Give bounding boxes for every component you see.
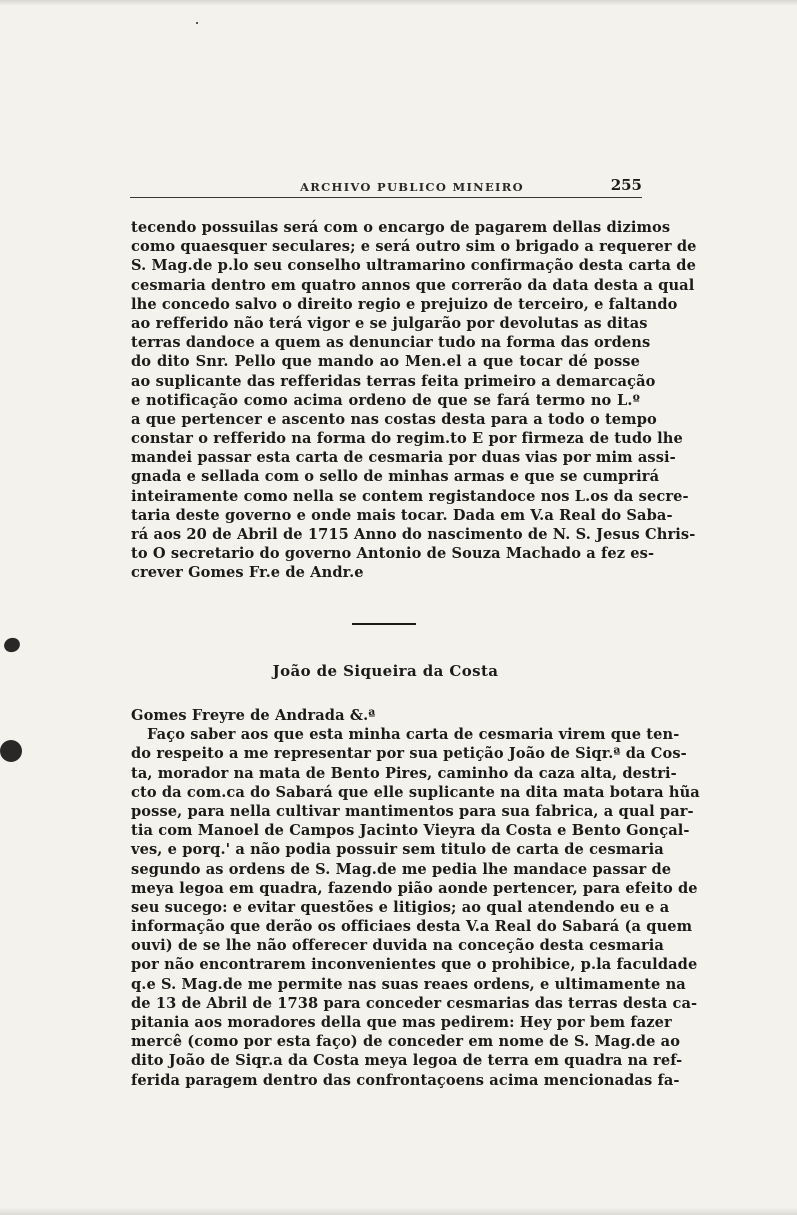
text-line: to O secretario do governo Antonio de Souza Machado a fez es- bbox=[131, 545, 655, 563]
text-line: lhe concedo salvo o direito regio e prejuizo de terceiro, e faltando bbox=[131, 295, 678, 313]
section-title: João de Siqueira da Costa bbox=[272, 662, 499, 680]
text-line: de 13 de Abril de 1738 para conceder cesmarias das terras desta ca- bbox=[131, 994, 698, 1012]
text-line: ao refferido não terá vigor e se julgarão por devolutas as ditas bbox=[131, 314, 648, 332]
text-line: ouvi) de se lhe não offerecer duvida na conceção desta cesmaria bbox=[131, 937, 664, 955]
text-line: tecendo possuilas será com o encargo de pagarem dellas dizimos bbox=[131, 219, 671, 236]
text-line: pitania aos moradores della que mas pedirem: Hey por bem fazer bbox=[131, 1014, 672, 1031]
page-header bbox=[130, 176, 642, 198]
text-line: informação que derão os officiaes desta V.a Real do Sabará (a quem bbox=[131, 918, 693, 936]
text-line: ta, morador na mata de Bento Pires, caminho da caza alta, destri- bbox=[131, 764, 677, 782]
text-line: taria deste governo e onde mais tocar. Dada em V.a Real do Saba- bbox=[131, 506, 673, 524]
text-line: constar o refferido na forma do regim.to E por firmeza de tudo lhe bbox=[131, 430, 683, 448]
scan-edge-top bbox=[0, 0, 797, 6]
text-line: inteiramente como nella se contem registandoce nos L.os da secre- bbox=[131, 487, 689, 505]
text-line: mercê (como por esta faço) de conceder em nome de S. Mag.de ao bbox=[131, 1033, 681, 1051]
document-text-section bbox=[131, 706, 700, 1090]
text-line: como quaesquer seculares; e será outro sim o brigado a requerer de bbox=[131, 238, 697, 256]
text-line: tia com Manoel de Campos Jacinto Vieyra da Costa e Bento Gonçal- bbox=[131, 822, 690, 840]
text-line: q.e S. Mag.de me permite nas suas reaes ordens, e ultimamente na bbox=[131, 975, 686, 993]
binding-hole-mark bbox=[0, 740, 22, 762]
text-line: Gomes Freyre de Andrada &.ª bbox=[131, 707, 376, 724]
text-line: meya legoa em quadra, fazendo pião aonde pertencer, para efeito de bbox=[131, 879, 698, 897]
text-line: cesmaria dentro em quatro annos que correrão da data desta a qual bbox=[131, 276, 695, 294]
scan-speck bbox=[196, 22, 198, 24]
text-line: por não encontrarem inconvenientes que o prohibice, p.la faculdade bbox=[131, 956, 698, 974]
section-separator-rule bbox=[352, 623, 416, 625]
text-line: a que pertencer e ascento nas costas desta para a todo o tempo bbox=[131, 410, 657, 428]
text-line: do respeito a me representar por sua petição João de Siqr.ª da Cos- bbox=[131, 745, 687, 763]
text-line: ves, e porq.' a não podia possuir sem titulo de carta de cesmaria bbox=[131, 841, 664, 859]
text-line: segundo as ordens de S. Mag.de me pedia lhe mandace passar de bbox=[131, 860, 672, 878]
scan-edge-bottom bbox=[0, 1207, 797, 1215]
text-line: ferida paragem dentro das confrontaçoens acima mencionadas fa- bbox=[131, 1071, 680, 1089]
page-number: 255 bbox=[610, 176, 642, 194]
text-line: rá aos 20 de Abril de 1715 Anno do nascimento de N. S. Jesus Chris- bbox=[131, 526, 696, 543]
text-line: Faço saber aos que esta minha carta de cesmaria virem que ten- bbox=[147, 726, 680, 744]
text-line: do dito Snr. Pello que mando ao Men.el a que tocar dé posse bbox=[131, 353, 640, 371]
header-rule bbox=[130, 197, 642, 198]
text-line: dito João de Siqr.a da Costa meya legoa de terra em quadra na ref- bbox=[131, 1052, 683, 1070]
running-title: ARCHIVO PUBLICO MINEIRO bbox=[300, 180, 524, 194]
text-line: posse, para nella cultivar mantimentos para sua fabrica, a qual par- bbox=[131, 802, 694, 820]
text-line: ao suplicante das refferidas terras feita primeiro a demarcação bbox=[131, 372, 656, 390]
text-line: seu sucego: e evitar questões e litigios; ao qual atendendo eu e a bbox=[131, 898, 670, 916]
binding-hole-mark bbox=[2, 636, 22, 655]
text-line: terras dandoce a quem as denunciar tudo na forma das ordens bbox=[131, 334, 651, 352]
text-line: S. Mag.de p.lo seu conselho ultramarino confirmação desta carta de bbox=[131, 257, 696, 275]
text-line: mandei passar esta carta de cesmaria por duas vias por mim assi- bbox=[131, 449, 676, 467]
text-line: gnada e sellada com o sello de minhas armas e que se cumprirá bbox=[131, 468, 660, 486]
text-line: e notificação como acima ordeno de que se fará termo no L.º bbox=[131, 391, 640, 409]
text-line: cto da com.ca do Sabará que elle suplicante na dita mata botara hũa bbox=[131, 783, 700, 801]
document-text-continued bbox=[131, 218, 697, 583]
text-line: crever Gomes Fr.e de Andr.e bbox=[131, 564, 364, 582]
